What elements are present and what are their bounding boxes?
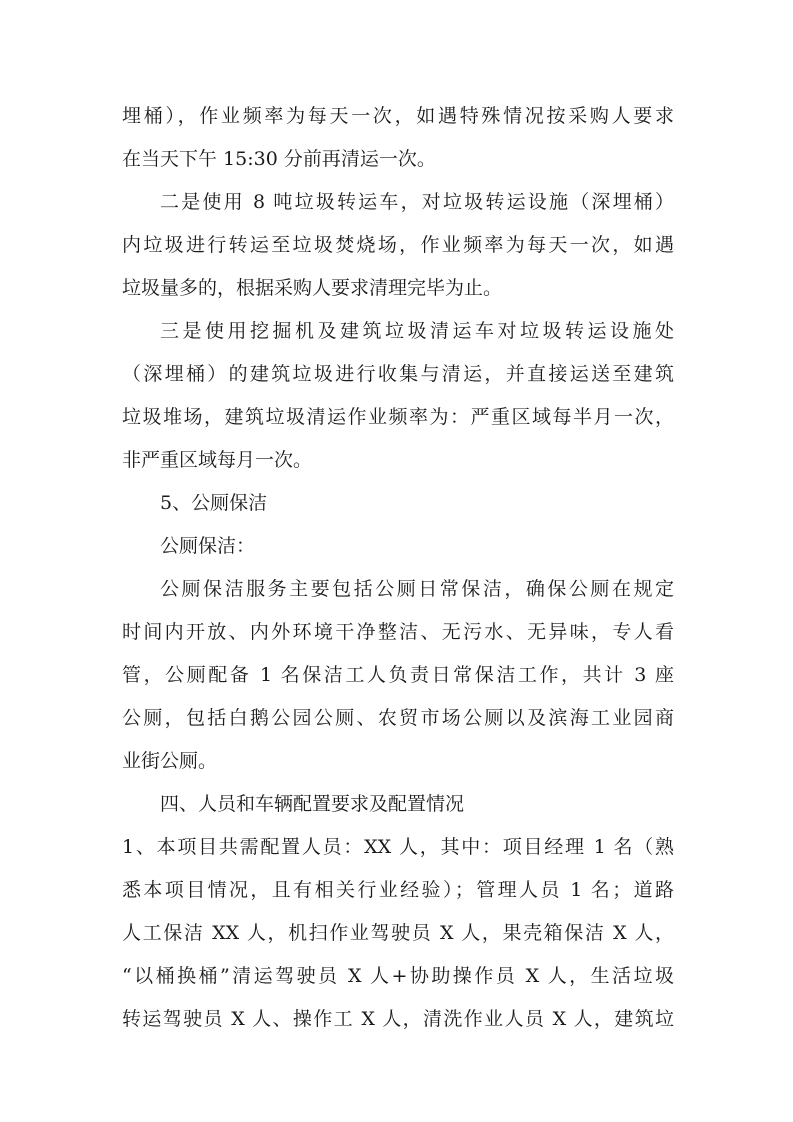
text-line: 三是使用挖掘机及建筑垃圾清运车对垃圾转运设施处 [160, 320, 674, 342]
text-line: 时间内开放、内外环境干净整洁、无污水、无异味，专人看 [122, 621, 674, 643]
text-line: 悉本项目情况，且有相关行业经验）；管理人员 1 名；道路 [122, 879, 674, 901]
text-line: 人工保洁 XX 人，机扫作业驾驶员 X 人，果壳箱保洁 X 人， [122, 922, 674, 944]
text-line: 公厕保洁服务主要包括公厕日常保洁，确保公厕在规定 [160, 578, 674, 600]
text-line: “以桶换桶”清运驾驶员 X 人+协助操作员 X 人，生活垃圾 [122, 965, 674, 987]
text-line: 垃圾量多的，根据采购人要求清理完毕为止。 [122, 277, 503, 299]
text-line: 二是使用 8 吨垃圾转运车，对垃圾转运设施（深埋桶） [160, 191, 674, 213]
text-line: 在当天下午 15:30 分前再清运一次。 [122, 148, 436, 170]
text-line: 内垃圾进行转运至垃圾焚烧场，作业频率为每天一次，如遇 [122, 234, 674, 256]
section-heading: 四、人员和车辆配置要求及配置情况 [160, 793, 465, 815]
subheading: 公厕保洁： [160, 535, 256, 557]
text-line: 垃圾堆场，建筑垃圾清运作业频率为：严重区域每半月一次， [122, 406, 674, 428]
text-line: 1、本项目共需配置人员：XX 人，其中：项目经理 1 名（熟 [122, 836, 674, 858]
text-line: 业街公厕。 [122, 750, 218, 772]
text-line: （深埋桶）的建筑垃圾进行收集与清运，并直接运送至建筑 [122, 363, 674, 385]
text-line: 管，公厕配备 1 名保洁工人负责日常保洁工作，共计 3 座 [122, 664, 674, 686]
text-line: 埋桶），作业频率为每天一次，如遇特殊情况按采购人要求 [122, 105, 674, 127]
text-line: 公厕，包括白鹅公园公厕、农贸市场公厕以及滨海工业园商 [122, 707, 674, 729]
text-line: 非严重区域每月一次。 [122, 449, 313, 471]
section-heading: 5、公厕保洁 [160, 492, 268, 514]
text-line: 转运驾驶员 X 人、操作工 X 人，清洗作业人员 X 人，建筑垃 [122, 1008, 674, 1030]
